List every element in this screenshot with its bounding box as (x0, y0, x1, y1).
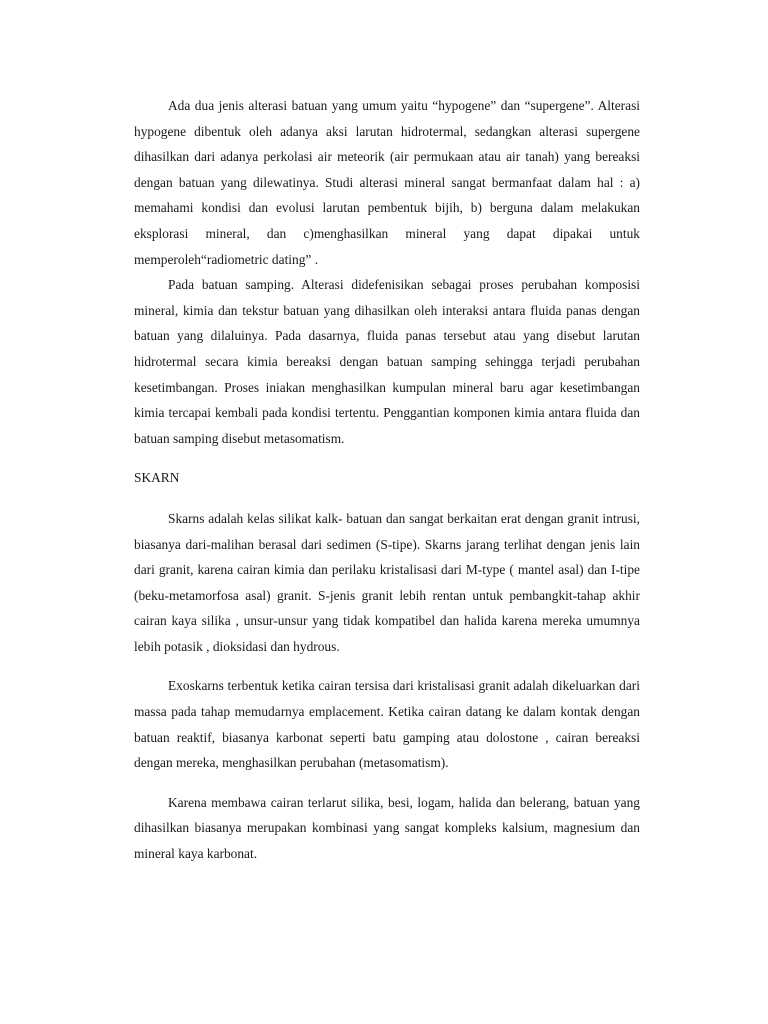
document-body (134, 93, 640, 867)
intro-paragraph-1: Ada dua jenis alterasi batuan yang umum yaitu “hypogene” dan “supergene”. Alterasi hypogene dibentuk oleh adanya aksi larutan hidrotermal, sedangkan alterasi supergene dihasilkan dari adanya perkolasi air meteorik (air permukaan atau air tanah) yang bereaksi dengan batuan yang dilewatinya. Studi alterasi mineral sangat bermanfaat dalam hal : a) memahami kondisi dan evolusi larutan pembentuk bijih, b) berguna dalam melakukan eksplorasi mineral, dan c)menghasilkan mineral yang dapat dipakai untuk memperoleh“radiometric dating” . (134, 98, 640, 267)
skarn-paragraph-1: Skarns adalah kelas silikat kalk- batuan dan sangat berkaitan erat dengan granit intrusi, biasanya dari-malihan berasal dari sedimen (S-tipe). Skarns jarang terlihat dengan jenis lain dari granit, karena cairan kimia dan perilaku kristalisasi dari M-type ( mantel asal) dan I-tipe (beku-metamorfosa asal) granit. S-jenis granit lebih rentan untuk pembangkit-tahap akhir cairan kaya silika , unsur-unsur yang tidak kompatibel dan halida karena mereka umumnya lebih potasik , dioksidasi dan hydrous. (134, 510, 640, 654)
intro-paragraph-2: Pada batuan samping. Alterasi didefenisikan sebagai proses perubahan komposisi mineral, kimia dan tekstur batuan yang dihasilkan oleh interaksi antara fluida panas dengan batuan yang dilaluinya. Pada dasarnya, fluida panas tersebut atau yang disebut larutan hidrotermal secara kimia bereaksi dengan batuan samping sehingga terjadi perubahan kesetimbangan. Proses iniakan menghasilkan kumpulan mineral baru agar kesetimbangan kimia tercapai kembali pada kondisi tertentu. Penggantian komponen kimia antara fluida dan batuan samping disebut metasomatism. (134, 277, 640, 446)
section-heading-skarn: SKARN (134, 470, 180, 486)
skarn-paragraph-2: Exoskarns terbentuk ketika cairan tersisa dari kristalisasi granit adalah dikeluarkan dari massa pada tahap memudarnya emplacement. Ketika cairan datang ke dalam kontak dengan batuan reaktif, biasanya karbonat seperti batu gamping atau dolostone , cairan bereaksi dengan mereka, menghasilkan perubahan (metasomatism). (134, 678, 640, 771)
skarn-paragraph-3: Karena membawa cairan terlarut silika, besi, logam, halida dan belerang, batuan yang dihasilkan biasanya merupakan kombinasi yang sangat kompleks kalsium, magnesium dan mineral kaya karbonat. (134, 794, 640, 862)
